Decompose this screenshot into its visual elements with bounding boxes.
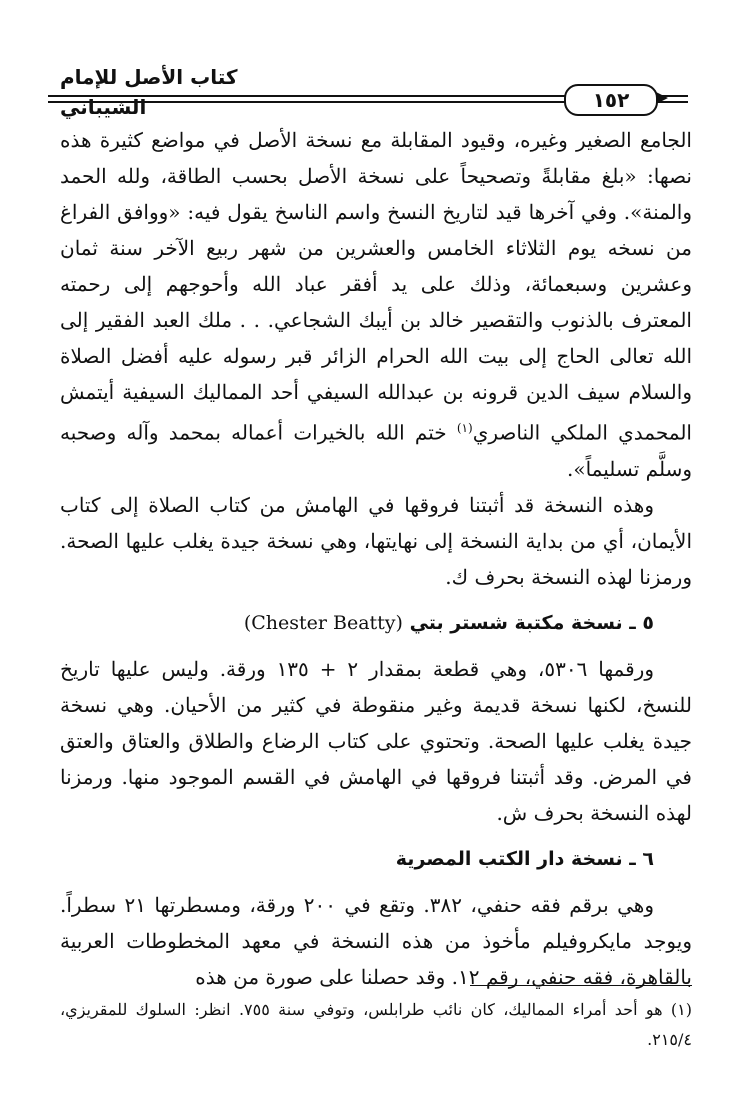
section-heading-5 bbox=[60, 605, 692, 641]
paragraph-variants-note: وهذه النسخة قد أثبتنا فروقها في الهامش من كتاب الصلاة إلى كتاب الأيمان، أي من بداية النسخة إلى نهايتها، وهي نسخة جيدة يغلب عليها الصحة. ورمزنا لهذه النسخة بحرف ك. bbox=[60, 492, 692, 589]
section-heading-6: ٦ ـ نسخة دار الكتب المصرية bbox=[395, 847, 654, 870]
page-number: ١٥٢ bbox=[564, 84, 658, 116]
section-heading-text: ٥ ـ نسخة مكتبة شستر بتي bbox=[409, 611, 654, 634]
paragraph-text: ختم الله بالخيرات أعماله بمحمد وآله وصحبه وسلَّم تسليماً». bbox=[60, 420, 692, 481]
running-header-title: كتاب الأصل للإمام الشيباني bbox=[60, 65, 238, 119]
footnote-reference: (١) bbox=[456, 421, 473, 435]
main-text bbox=[60, 122, 692, 995]
footnote bbox=[60, 995, 692, 1055]
footnote-text: (١) هو أحد أمراء المماليك، كان نائب طرابلس، وتوفي سنة ٧٥٥. انظر: السلوك للمقريزي، ٢١٥/٤. bbox=[60, 1000, 692, 1049]
footnote-separator bbox=[470, 985, 692, 986]
paragraph-text: الجامع الصغير وغيره، وقيود المقابلة مع نسخة الأصل في مواضع كثيرة هذه نصها: «بلغ مقابلةً وتصحيحاً على نسخة الأصل بحسب الطاقة، ولله الحمد والمنة». وفي آخرها قيد لتاريخ النسخ واسم الناسخ يقول فيه: «ووافق الفراغ من نسخه يوم الثلاثاء الخامس والعشرين من شهر ربيع الآخر سنة ثمان وعشرين وسبعمائة، وذلك على يد أفقر عباد الله وأحوجهم إلى رحمته المعترف بالذنوب والتقصير خالد بن أيبك الشجاعي. . . ملك العبد الفقير إلى الله تعالى الحاج إلى بيت الله الحرام الزائر قبر رسوله عليه أفضل الصلاة والسلام سيف الدين قرونه بن عبدالله السيفي أحد المماليك السيفية أيتمش المحمدي الملكي الناصري bbox=[60, 128, 693, 445]
section-heading-latin: (Chester Beatty) bbox=[243, 611, 403, 634]
paragraph-chester-beatty: ورقمها ٥٣٠٦، وهي قطعة بمقدار ٢ + ١٣٥ ورقة. وليس عليها تاريخ للنسخ، لكنها نسخة قديمة وغير منقوطة في كثير من الأحيان. وهي نسخة جيدة يغلب عليها الصحة. وتحتوي على كتاب الرضاع والطلاق والعتاق والعتق في المرض. وقد أثبتنا فروقها في الهامش في القسم الموجود منها. ورمزنا لهذه النسخة بحرف ش. bbox=[60, 656, 693, 825]
paragraph-dar-al-kutub: وهي برقم فقه حنفي، ٣٨٢. وتقع في ٢٠٠ ورقة، ومسطرتها ٢١ سطراً. ويوجد مايكروفيلم مأخوذ من هذه النسخة في معهد المخطوطات العربية بالقاهرة، فقه حنفي، رقم ١٢. وقد حصلنا على صورة من هذه bbox=[60, 892, 692, 989]
paragraph-manuscript-description bbox=[60, 122, 692, 487]
